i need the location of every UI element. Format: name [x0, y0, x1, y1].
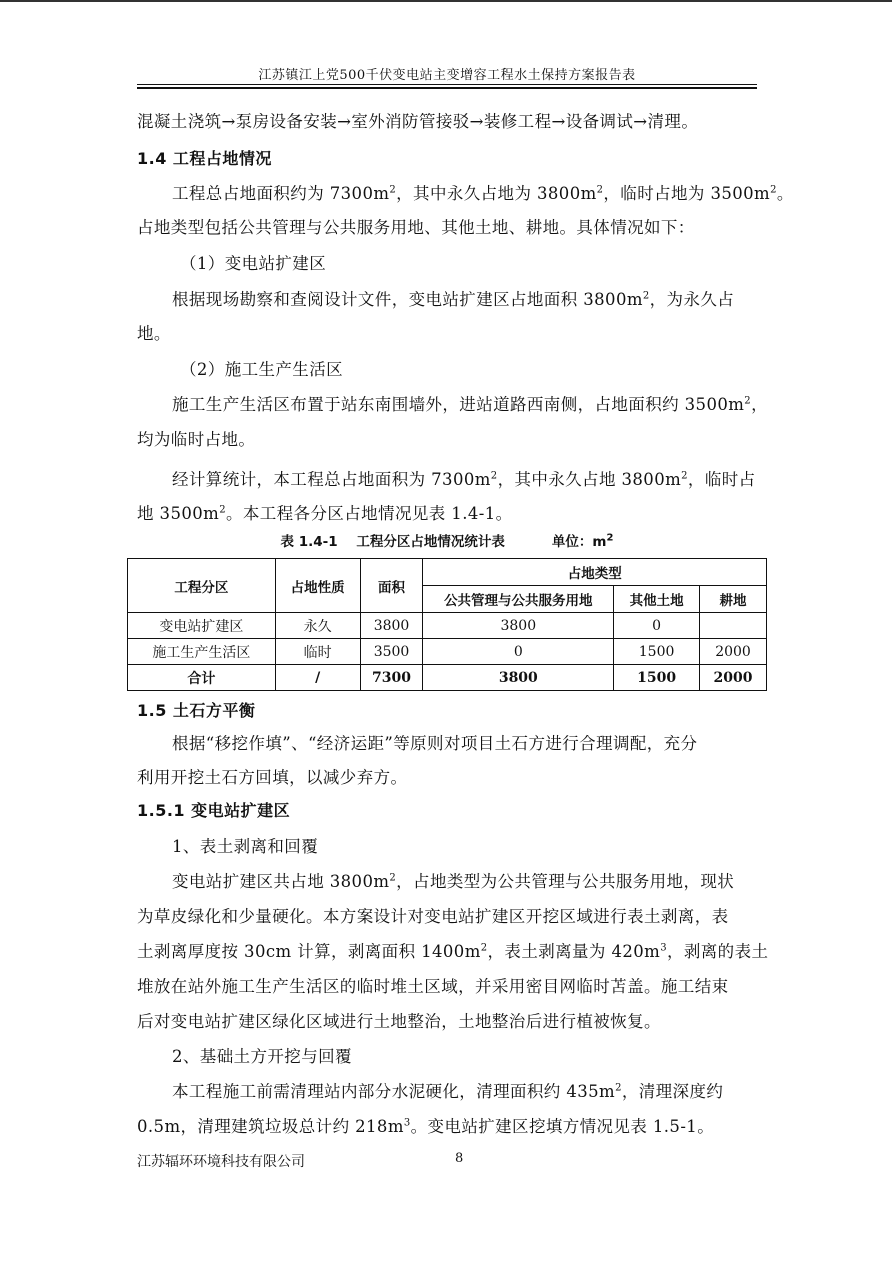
col-header-nature: 占地性质 — [275, 559, 360, 613]
paragraph-earthwork-cont: 利用开挖土石方回填，以减少弃方。 — [137, 768, 408, 787]
paragraph-statistics-cont: 地 $3500m^2$。本工程各分区占地情况见表 1.4-1。 — [137, 504, 513, 523]
cell-public: 3800 — [423, 613, 614, 639]
cell-farm: 2000 — [700, 639, 767, 665]
paragraph-substation-zone: 根据现场勘察和查阅设计文件，变电站扩建区占地面积 $3800m^2$，为永久占 — [172, 290, 735, 309]
cell-total-area: 7300 — [360, 665, 423, 691]
paragraph-topsoil-cont: 堆放在站外施工生产生活区的临时堆土区域，并采用密目网临时苫盖。施工结束 — [137, 977, 729, 996]
cell-total-farm: 2000 — [700, 665, 767, 691]
page-number: 8 — [455, 1151, 464, 1166]
cell-total-other: 1500 — [614, 665, 700, 691]
cell-total-label: 合计 — [128, 665, 276, 691]
cell-total-nature: / — [275, 665, 360, 691]
footer-company: 江苏辐环环境科技有限公司 — [137, 1154, 305, 1170]
cell-nature: 临时 — [275, 639, 360, 665]
section-heading-1-5-1: 1.5.1 变电站扩建区 — [137, 801, 291, 820]
table-caption: 表 1.4-1 工程分区占地情况统计表 单位：$m^2$ — [280, 532, 614, 550]
paragraph-substation-zone-cont: 地。 — [137, 324, 171, 343]
item-foundation: 2、基础土方开挖与回覆 — [172, 1047, 352, 1066]
table-row — [128, 613, 767, 639]
cell-zone: 施工生产生活区 — [128, 639, 276, 665]
page-header-title: 江苏镇江上党500千伏变电站主变增容工程水土保持方案报告表 — [258, 68, 636, 83]
cell-area: 3800 — [360, 613, 423, 639]
header-rule — [137, 84, 757, 85]
col-header-land-type: 占地类型 — [423, 559, 767, 586]
paragraph-topsoil-cont: 土剥离厚度按 30cm 计算，剥离面积 $1400m^2$，表土剥离量为 $420m^3$，剥离的表土 — [137, 942, 769, 961]
cell-zone: 变电站扩建区 — [128, 613, 276, 639]
body-line: 混凝土浇筑→泵房设备安装→室外消防管接驳→装修工程→设备调试→清理。 — [137, 112, 699, 131]
cell-other: 0 — [614, 613, 700, 639]
section-heading-1-4: 1.4 工程占地情况 — [137, 149, 272, 168]
col-header-public: 公共管理与公共服务用地 — [423, 586, 614, 613]
paragraph-topsoil-cont: 为草皮绿化和少量硬化。本方案设计对变电站扩建区开挖区域进行表土剥离，表 — [137, 907, 729, 926]
subheading-construction-zone: （2）施工生产生活区 — [180, 360, 343, 379]
cell-area: 3500 — [360, 639, 423, 665]
paragraph-earthwork: 根据“移挖作填”、“经济运距”等原则对项目土石方进行合理调配，充分 — [172, 734, 698, 753]
paragraph-foundation-cont: 0.5m，清理建筑垃圾总计约 $218m^3$。变电站扩建区挖填方情况见表 1.5-1。 — [137, 1117, 715, 1136]
item-topsoil: 1、表土剥离和回覆 — [172, 837, 319, 856]
land-use-table — [127, 558, 767, 691]
section-heading-1-5: 1.5 土石方平衡 — [137, 701, 256, 720]
paragraph-land-total: 工程总占地面积约为 $7300m^2$，其中永久占地为 $3800m^2$，临时占地为 $3500m^2$。 — [172, 184, 794, 203]
cell-total-public: 3800 — [423, 665, 614, 691]
col-header-other: 其他土地 — [614, 586, 700, 613]
col-header-area: 面积 — [360, 559, 423, 613]
subheading-substation-zone: （1）变电站扩建区 — [180, 254, 327, 273]
col-header-farm: 耕地 — [700, 586, 767, 613]
col-header-zone: 工程分区 — [128, 559, 276, 613]
cell-nature: 永久 — [275, 613, 360, 639]
cell-farm — [700, 613, 767, 639]
paragraph-construction-zone: 施工生产生活区布置于站东南围墙外，进站道路西南侧，占地面积约 $3500m^2$， — [172, 395, 768, 414]
cell-other: 1500 — [614, 639, 700, 665]
table-header-row — [128, 559, 767, 586]
paragraph-land-types: 占地类型包括公共管理与公共服务用地、其他土地、耕地。具体情况如下： — [137, 218, 695, 237]
paragraph-topsoil-cont: 后对变电站扩建区绿化区域进行土地整治，土地整治后进行植被恢复。 — [137, 1012, 661, 1031]
table-total-row — [128, 665, 767, 691]
paragraph-topsoil: 变电站扩建区共占地 $3800m^2$，占地类型为公共管理与公共服务用地，现状 — [172, 872, 735, 891]
table-row — [128, 639, 767, 665]
header-rule-thick — [137, 87, 757, 89]
paragraph-construction-zone-cont: 均为临时占地。 — [137, 430, 256, 449]
top-border — [0, 0, 892, 2]
cell-public: 0 — [423, 639, 614, 665]
paragraph-statistics: 经计算统计，本工程总占地面积为 $7300m^2$，其中永久占地 $3800m^2$，临时占 — [172, 470, 756, 489]
paragraph-foundation: 本工程施工前需清理站内部分水泥硬化，清理面积约 $435m^2$，清理深度约 — [172, 1082, 724, 1101]
